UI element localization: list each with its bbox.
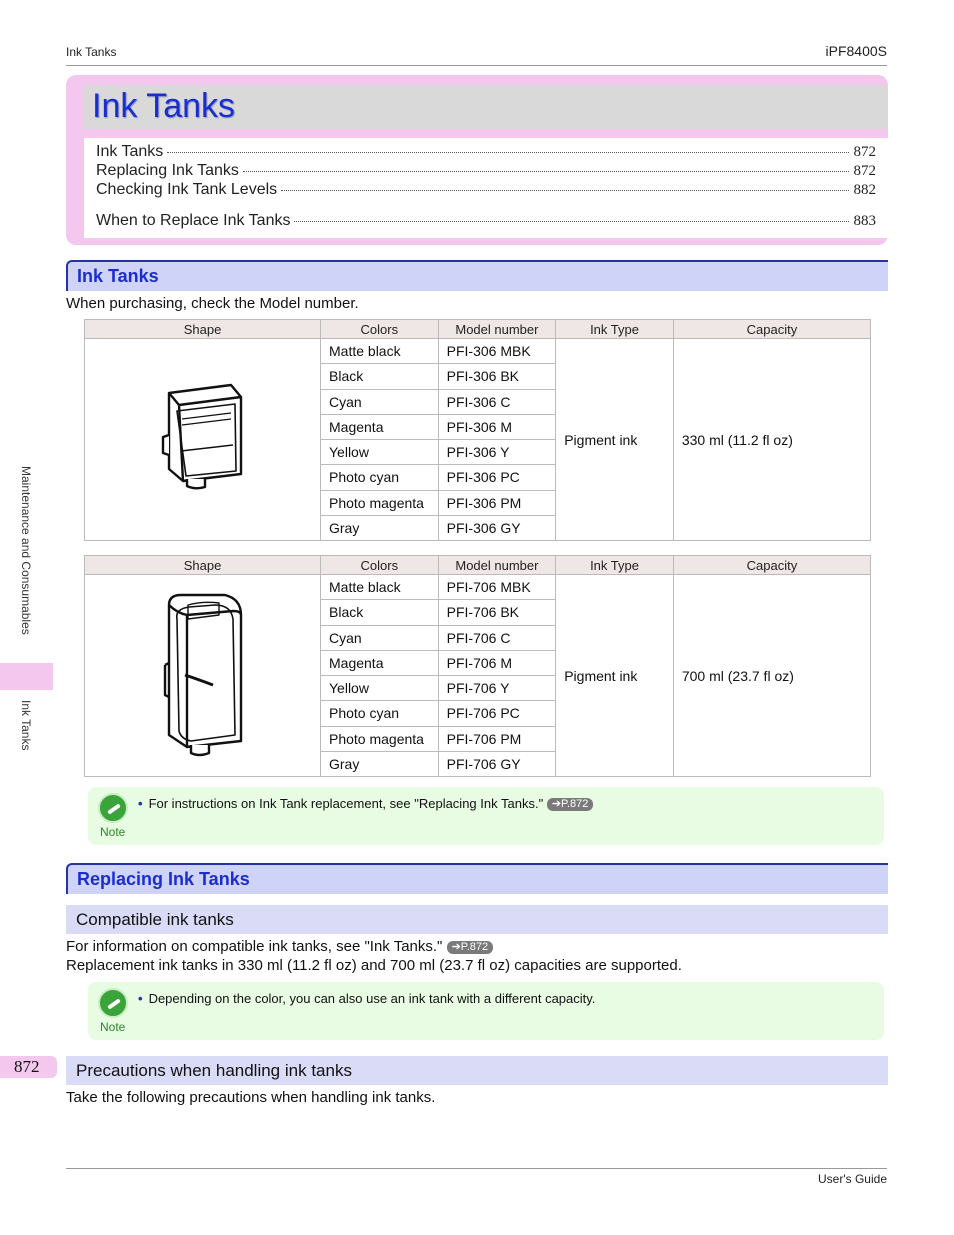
page-number-box: [0, 1056, 57, 1078]
model-number-cell: PFI-706 M: [438, 650, 556, 675]
color-cell: Photo cyan: [321, 701, 439, 726]
color-cell: Magenta: [321, 414, 439, 439]
color-cell: Gray: [321, 751, 439, 776]
note-text-content: Depending on the color, you can also use an ink tank with a different capacity.: [148, 991, 596, 1006]
table-row: [85, 575, 871, 600]
color-cell: Matte black: [321, 339, 439, 364]
table-row: [85, 339, 871, 364]
toc-leader-dots: [281, 190, 848, 191]
capacity-cell: 700 ml (23.7 fl oz): [673, 575, 870, 777]
ink-type-cell: Pigment ink: [556, 575, 674, 777]
chapter-title: Ink Tanks: [92, 87, 236, 125]
model-number-cell: PFI-706 PM: [438, 726, 556, 751]
subsection-heading-compatible: [66, 905, 888, 934]
precautions-text: Take the following precautions when handling ink tanks.: [66, 1089, 436, 1106]
color-cell: Magenta: [321, 650, 439, 675]
column-header-ink-type: Ink Type: [556, 320, 674, 339]
sidebar-section-label: Ink Tanks: [19, 700, 33, 751]
toc-item-label: Replacing Ink Tanks: [96, 162, 239, 179]
model-number-cell: PFI-306 GY: [438, 515, 556, 540]
color-cell: Yellow: [321, 440, 439, 465]
note-text-content: For instructions on Ink Tank replacement, see "Replacing Ink Tanks.": [148, 796, 544, 811]
column-header-capacity: Capacity: [673, 556, 870, 575]
ink-tank-table-700ml: [84, 555, 871, 777]
note-box: [88, 982, 884, 1040]
note-box: [88, 787, 884, 845]
toc-item-when-to-replace[interactable]: [96, 212, 876, 230]
page-reference-link[interactable]: ➔P.872: [447, 941, 494, 954]
toc-item-page: 883: [853, 213, 876, 229]
ink-tank-table-330ml: [84, 319, 871, 541]
column-header-model-number: Model number: [438, 556, 556, 575]
note-label: Note: [100, 825, 126, 839]
page-number: 872: [14, 1057, 40, 1076]
toc-item-page: 872: [853, 144, 876, 160]
color-cell: Gray: [321, 515, 439, 540]
model-number-cell: PFI-306 MBK: [438, 339, 556, 364]
toc-list: [84, 138, 888, 238]
color-cell: Yellow: [321, 676, 439, 701]
note-pencil-icon: [98, 793, 128, 823]
toc-item-page: 872: [853, 163, 876, 179]
toc-item-label: Ink Tanks: [96, 143, 164, 160]
subsection-heading-text: Compatible ink tanks: [76, 910, 234, 929]
toc-item-ink-tanks[interactable]: [96, 143, 876, 161]
section-heading-ink-tanks: [66, 260, 888, 291]
capacity-cell: 330 ml (11.2 fl oz): [673, 339, 870, 541]
model-number-cell: PFI-706 GY: [438, 751, 556, 776]
note-label: Note: [100, 1020, 126, 1034]
model-number-cell: PFI-706 MBK: [438, 575, 556, 600]
toc-item-replacing-ink-tanks[interactable]: [96, 162, 876, 180]
column-header-model-number: Model number: [438, 320, 556, 339]
column-header-shape: Shape: [85, 320, 321, 339]
page-reference-link[interactable]: ➔P.872: [547, 798, 594, 811]
color-cell: Cyan: [321, 389, 439, 414]
section-heading-text: Ink Tanks: [77, 266, 159, 286]
model-number-cell: PFI-306 BK: [438, 364, 556, 389]
intro-text: When purchasing, check the Model number.: [66, 295, 359, 312]
note-text: [138, 991, 595, 1006]
color-cell: Photo magenta: [321, 490, 439, 515]
compatible-text-content: For information on compatible ink tanks, see "Ink Tanks.": [66, 938, 443, 955]
shape-cell: [85, 575, 321, 777]
model-number-cell: PFI-706 BK: [438, 600, 556, 625]
toc-item-label: Checking Ink Tank Levels: [96, 181, 278, 198]
model-number-cell: PFI-306 PM: [438, 490, 556, 515]
table-header-row: [85, 556, 871, 575]
subsection-heading-precautions: [66, 1056, 888, 1085]
subsection-heading-text: Precautions when handling ink tanks: [76, 1061, 352, 1080]
model-number-cell: PFI-706 PC: [438, 701, 556, 726]
toc-item-page: 882: [853, 182, 876, 198]
color-cell: Photo cyan: [321, 465, 439, 490]
column-header-shape: Shape: [85, 556, 321, 575]
model-number-cell: PFI-306 Y: [438, 440, 556, 465]
running-header-section: Ink Tanks: [66, 45, 117, 59]
shape-cell: [85, 339, 321, 541]
column-header-capacity: Capacity: [673, 320, 870, 339]
compatible-text-line1: [66, 938, 493, 955]
sidebar-chapter-label: Maintenance and Consumables: [19, 466, 33, 635]
model-number-cell: PFI-306 PC: [438, 465, 556, 490]
footer-text: User's Guide: [818, 1172, 887, 1186]
running-header-model: iPF8400S: [825, 43, 887, 59]
color-cell: Black: [321, 600, 439, 625]
large-ink-tank-image: [85, 575, 320, 773]
header-divider: [66, 65, 887, 66]
bullet-icon: •: [138, 796, 143, 811]
footer-divider: [66, 1168, 887, 1169]
compatible-text-line2: Replacement ink tanks in 330 ml (11.2 fl oz) and 700 ml (23.7 fl oz) capacities are supported.: [66, 957, 682, 974]
toc-leader-dots: [167, 152, 848, 153]
model-number-cell: PFI-706 C: [438, 625, 556, 650]
column-header-colors: Colors: [321, 556, 439, 575]
color-cell: Matte black: [321, 575, 439, 600]
table-header-row: [85, 320, 871, 339]
bullet-icon: •: [138, 991, 143, 1006]
color-cell: Photo magenta: [321, 726, 439, 751]
small-ink-tank-image: [85, 339, 320, 537]
chapter-title-bar: [84, 85, 888, 129]
section-heading-text: Replacing Ink Tanks: [77, 869, 250, 889]
toc-item-label: When to Replace Ink Tanks: [96, 212, 291, 229]
column-header-ink-type: Ink Type: [556, 556, 674, 575]
note-pencil-icon: [98, 988, 128, 1018]
column-header-colors: Colors: [321, 320, 439, 339]
sidebar-tab-marker: [0, 663, 53, 690]
section-heading-replacing-ink-tanks: [66, 863, 888, 894]
model-number-cell: PFI-706 Y: [438, 676, 556, 701]
model-number-cell: PFI-306 M: [438, 414, 556, 439]
color-cell: Black: [321, 364, 439, 389]
toc-leader-dots: [243, 171, 849, 172]
model-number-cell: PFI-306 C: [438, 389, 556, 414]
note-text: [138, 796, 593, 811]
toc-item-checking-ink-tank-levels[interactable]: [96, 181, 876, 199]
ink-type-cell: Pigment ink: [556, 339, 674, 541]
chapter-toc-box: [66, 75, 888, 245]
toc-leader-dots: [294, 221, 848, 222]
color-cell: Cyan: [321, 625, 439, 650]
